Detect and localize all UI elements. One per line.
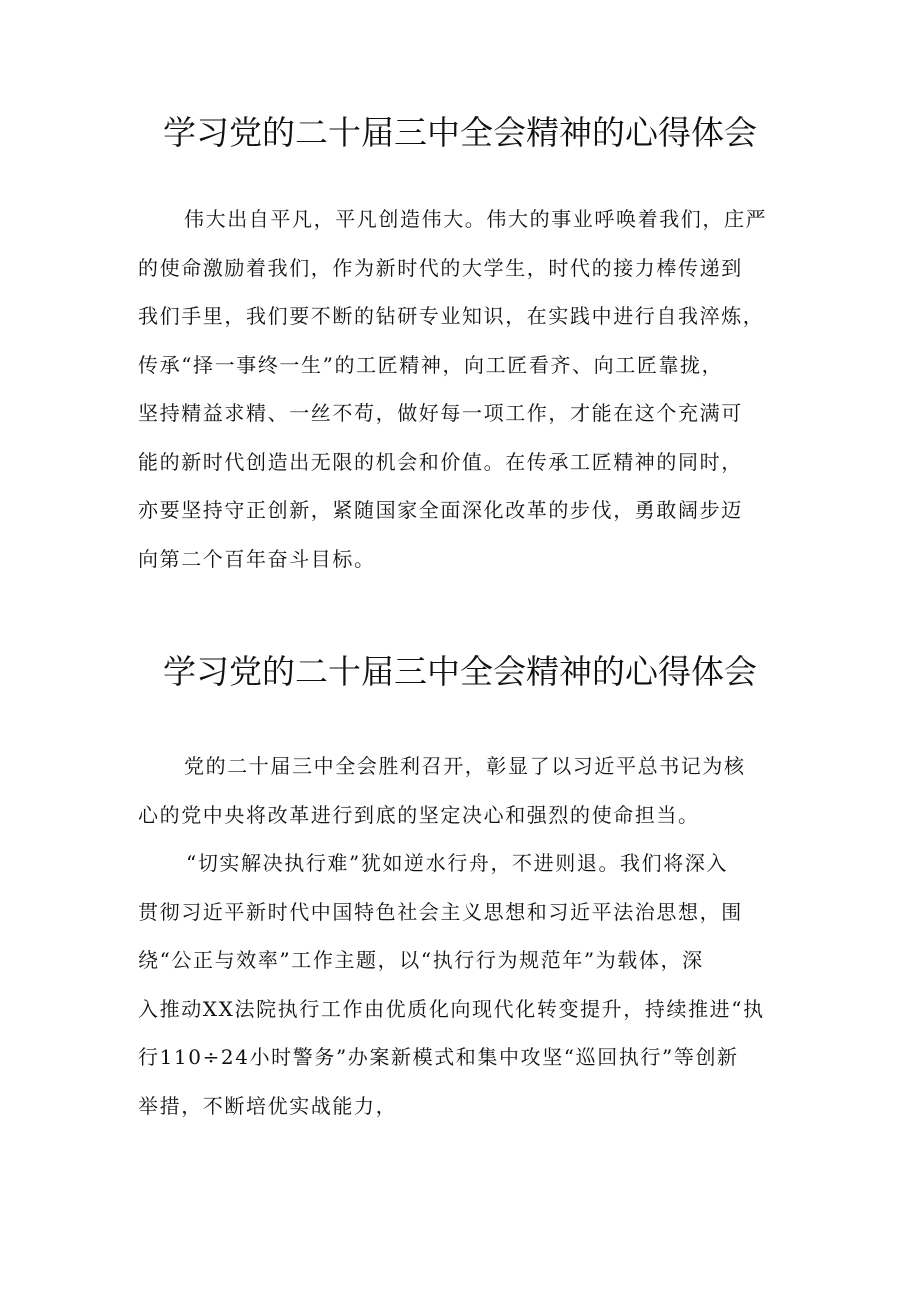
paragraph-line: 坚持精益求精、一丝不苟，做好每一项工作，才能在这个充满可 — [138, 401, 743, 425]
section-2-title: 学习党的二十届三中全会精神的心得体会 — [163, 652, 757, 691]
section-2-paragraph-1 — [138, 742, 788, 839]
paragraph-line: 举措，不断培优实战能力， — [138, 1093, 398, 1118]
paragraph-line: 的使命激励着我们，作为新时代的大学生，时代的接力棒传递到 — [138, 255, 743, 280]
paragraph-line: 向第二个百年奋斗目标。 — [138, 546, 376, 571]
paragraph-line: 行110÷24小时警务”办案新模式和集中攻坚“巡回执行”等创新 — [138, 1045, 739, 1069]
section-2-paragraph-2 — [138, 839, 788, 1130]
paragraph-line: 能的新时代创造出无限的机会和价值。在传承工匠精神的同时， — [138, 449, 743, 474]
paragraph-line: 绕“公正与效率”工作主题，以“执行行为规范年”为载体，深 — [138, 948, 704, 972]
paragraph-line: “切实解决执行难”犹如逆水行舟，不进则退。我们将深入 — [186, 851, 729, 875]
section-1-title: 学习党的二十届三中全会精神的心得体会 — [163, 113, 757, 152]
paragraph-line: 入推动XX法院执行工作由优质化向现代化转变提升，持续推进“执 — [138, 996, 765, 1021]
paragraph-line: 心的党中央将改革进行到底的坚定决心和强烈的使命担当。 — [138, 802, 700, 827]
section-1-paragraph — [138, 195, 788, 583]
paragraph-line: 亦要坚持守正创新，紧随国家全面深化改革的步伐，勇敢阔步迈 — [138, 498, 743, 522]
paragraph-line: 传承“择一事终一生”的工匠精神，向工匠看齐、向工匠靠拢， — [138, 352, 724, 377]
paragraph-line: 贯彻习近平新时代中国特色社会主义思想和习近平法治思想，围 — [138, 899, 743, 924]
paragraph-line: 伟大出自平凡，平凡创造伟大。伟大的事业呼唤着我们，庄严 — [184, 207, 768, 231]
paragraph-line: 我们手里，我们要不断的钻研专业知识，在实践中进行自我淬炼， — [138, 304, 765, 328]
paragraph-line: 党的二十届三中全会胜利召开，彰显了以习近平总书记为核 — [184, 754, 746, 778]
